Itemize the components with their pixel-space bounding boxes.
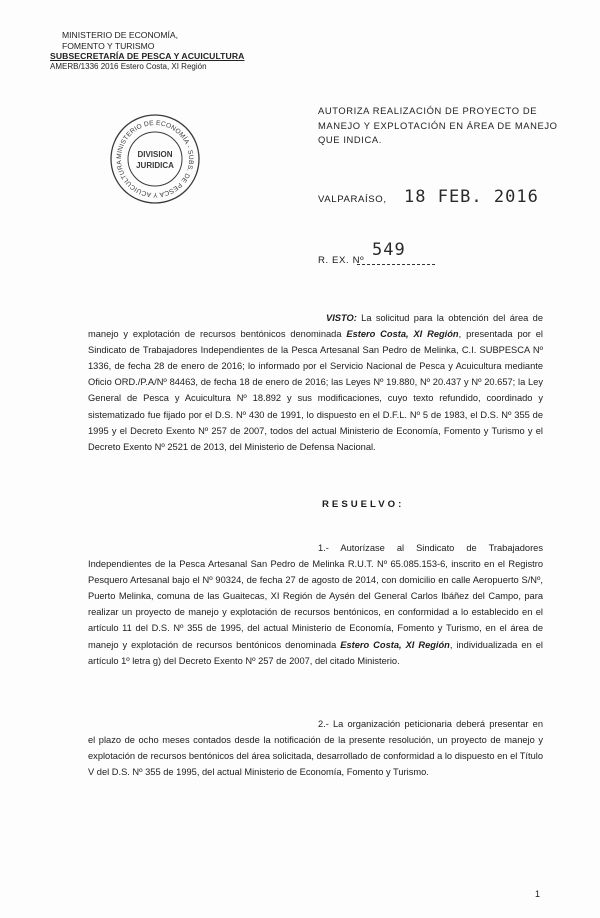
file-reference: AMERB/1336 2016 Estero Costa, XI Región — [50, 61, 207, 71]
visto-label: VISTO: — [326, 313, 357, 323]
seal-center-line-1: DIVISION — [137, 150, 173, 159]
point1-text-pre: 1.- Autorízase al Sindicato de Trabajadores Independientes de la Pesca Artesanal San Pedro de Melinka R.U.T. Nº 65.085.153-6, inscrito en el Registro Pesquero Artesanal bajo el Nº 90324, de fecha 27 de agosto de 2014, con domicilio en calle Aeropuerto S/Nº, Puerto Melinka, comuna de las Guaitecas, XI Región de Aysén del General Carlos Ibáñez del Campo, para realizar un proyecto de manejo y explotación de recursos bentónicos, en conformidad a lo establecido en el artículo 11 del D.S. Nº 355 de 1995, del actual Ministerio de Economía, Fomento y Turismo, en el área de manejo y explotación de recursos bentónicos denominada — [88, 543, 543, 650]
ministry-line-2: FOMENTO Y TURISMO — [62, 40, 155, 51]
visto-text-pre: La solicitud para la obtención del área de manejo y explotación de recursos bentónicos denominada — [88, 313, 543, 340]
resolution-point-2 — [88, 716, 543, 780]
visto-paragraph — [88, 310, 543, 455]
point2-text: 2.- La organización peticionaria deberá presentar en el plazo de ocho meses contados desde la notificación de la presente resolución, un proyecto de manejo y explotación de recursos bentónicos del área solicitada, desarrollado de conformidad a lo dispuesto en el Título V del D.S. Nº 355 de 1995, del actual Ministerio de Economía, Fomento y Turismo. — [88, 719, 543, 778]
page-number: 1 — [535, 889, 541, 899]
date-stamp: 18 FEB. 2016 — [404, 187, 539, 207]
resolution-number-line — [357, 264, 435, 265]
point1-text-post: , individualizada en el artículo 1º letra g) del Decreto Exento Nº 257 de 2007, del citado Ministerio. — [88, 639, 543, 666]
visto-area-name: Estero Costa, XI Región — [346, 329, 459, 340]
resolution-number-label: R. EX. Nº — [318, 255, 365, 266]
resuelvo-heading: RESUELVO: — [322, 499, 405, 510]
letterhead — [50, 30, 280, 72]
point1-area-name: Estero Costa, XI Región — [340, 639, 450, 650]
seal-ring-text: MINISTERIO DE ECONOMÍA - SUBS. DE PESCA Y ACUICULTURA — [115, 119, 195, 199]
date-label: VALPARAÍSO, — [318, 194, 387, 205]
seal-center-line-2: JURIDICA — [136, 161, 174, 170]
resolution-number: 549 — [372, 240, 406, 260]
resolution-point-1 — [88, 540, 543, 669]
resolution-subject: AUTORIZA REALIZACIÓN DE PROYECTO DE MANEJO Y EXPLOTACIÓN EN ÁREA DE MANEJO QUE INDICA. — [318, 105, 558, 145]
visto-text-post: , presentada por el Sindicato de Trabajadores Independientes de la Pesca Artesanal San Pedro de Melinka, C.I. SUBPESCA Nº 1336, de fecha 28 de enero de 2016; lo informado por el Servicio Nacional de Pesca y Acuicultura mediante Oficio ORD./P.A/Nº 84463, de fecha 18 de enero de 2016; las Leyes Nº 19.880, Nº 20.437 y Nº 20.657; la Ley General de Pesca y Acuicultura Nº 18.892 y sus modificaciones, cuyo texto refundido, coordinado y sistematizado fue fijado por el D.S. Nº 430 de 1991, lo dispuesto en el D.F.L. Nº 5 de 1983, el D.S. Nº 355 de 1995 y el Decreto Exento Nº 257 de 2007, todos del actual Ministerio de Economía, Fomento y Turismo y el Decreto Exento Nº 2521 de 2013, del Ministerio de Defensa Nacional. — [88, 329, 544, 452]
ministry-line-1: MINISTERIO DE ECONOMÍA, — [62, 30, 179, 40]
division-juridica-seal — [108, 112, 202, 206]
subsecretaria-line: SUBSECRETARÍA DE PESCA Y ACUICULTURA — [50, 51, 245, 62]
